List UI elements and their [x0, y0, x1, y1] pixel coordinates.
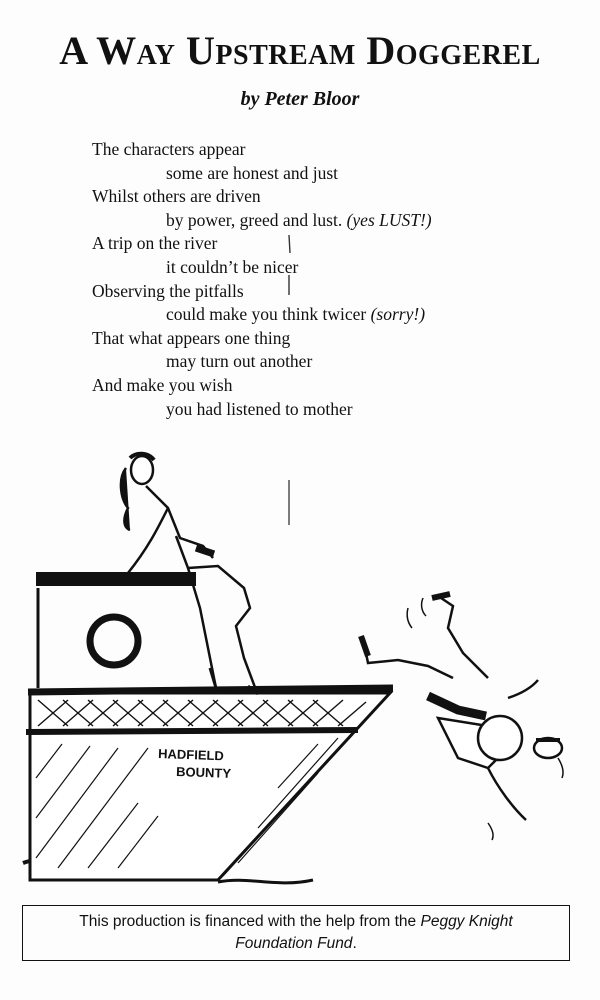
boat-icon — [26, 572, 393, 880]
boat-name: BOUNTY — [175, 764, 232, 781]
poem-line: could make you think twicer (sorry!) — [166, 304, 426, 325]
byline: by Peter Bloor — [240, 88, 360, 110]
foundation-name: Peggy Knight — [420, 913, 513, 930]
poem-line: A trip on the river — [92, 233, 218, 254]
poem-line: may turn out another — [166, 351, 313, 372]
cartoon-illustration — [18, 448, 580, 898]
foundation-name: Foundation Fund — [235, 935, 353, 952]
boat-name: HADFIELD — [157, 746, 225, 764]
poem — [92, 138, 552, 421]
poem-line: Whilst others are driven — [92, 186, 261, 207]
falling-man-icon — [361, 594, 563, 840]
page-title: A Way Upstream Doggerel — [59, 28, 541, 73]
poem-line: The characters appear — [92, 139, 246, 159]
poem-aside: (sorry!) — [370, 304, 426, 325]
poem-aside: (yes LUST!) — [346, 209, 432, 230]
poem-line: some are honest and just — [166, 162, 339, 183]
poem-line: it couldn’t be nicer — [166, 256, 299, 277]
poem-line: you had listened to mother — [166, 398, 353, 419]
poem-line: That what appears one thing — [92, 327, 291, 348]
funding-notice — [22, 905, 570, 961]
poem-line: And make you wish — [92, 374, 233, 395]
poem-line: Observing the pitfalls — [92, 280, 244, 301]
poem-line: by power, greed and lust. (yes LUST!) — [166, 209, 432, 230]
funding-notice-text: This production is financed with the help from the — [79, 913, 421, 930]
funding-notice-suffix: . — [352, 935, 357, 952]
